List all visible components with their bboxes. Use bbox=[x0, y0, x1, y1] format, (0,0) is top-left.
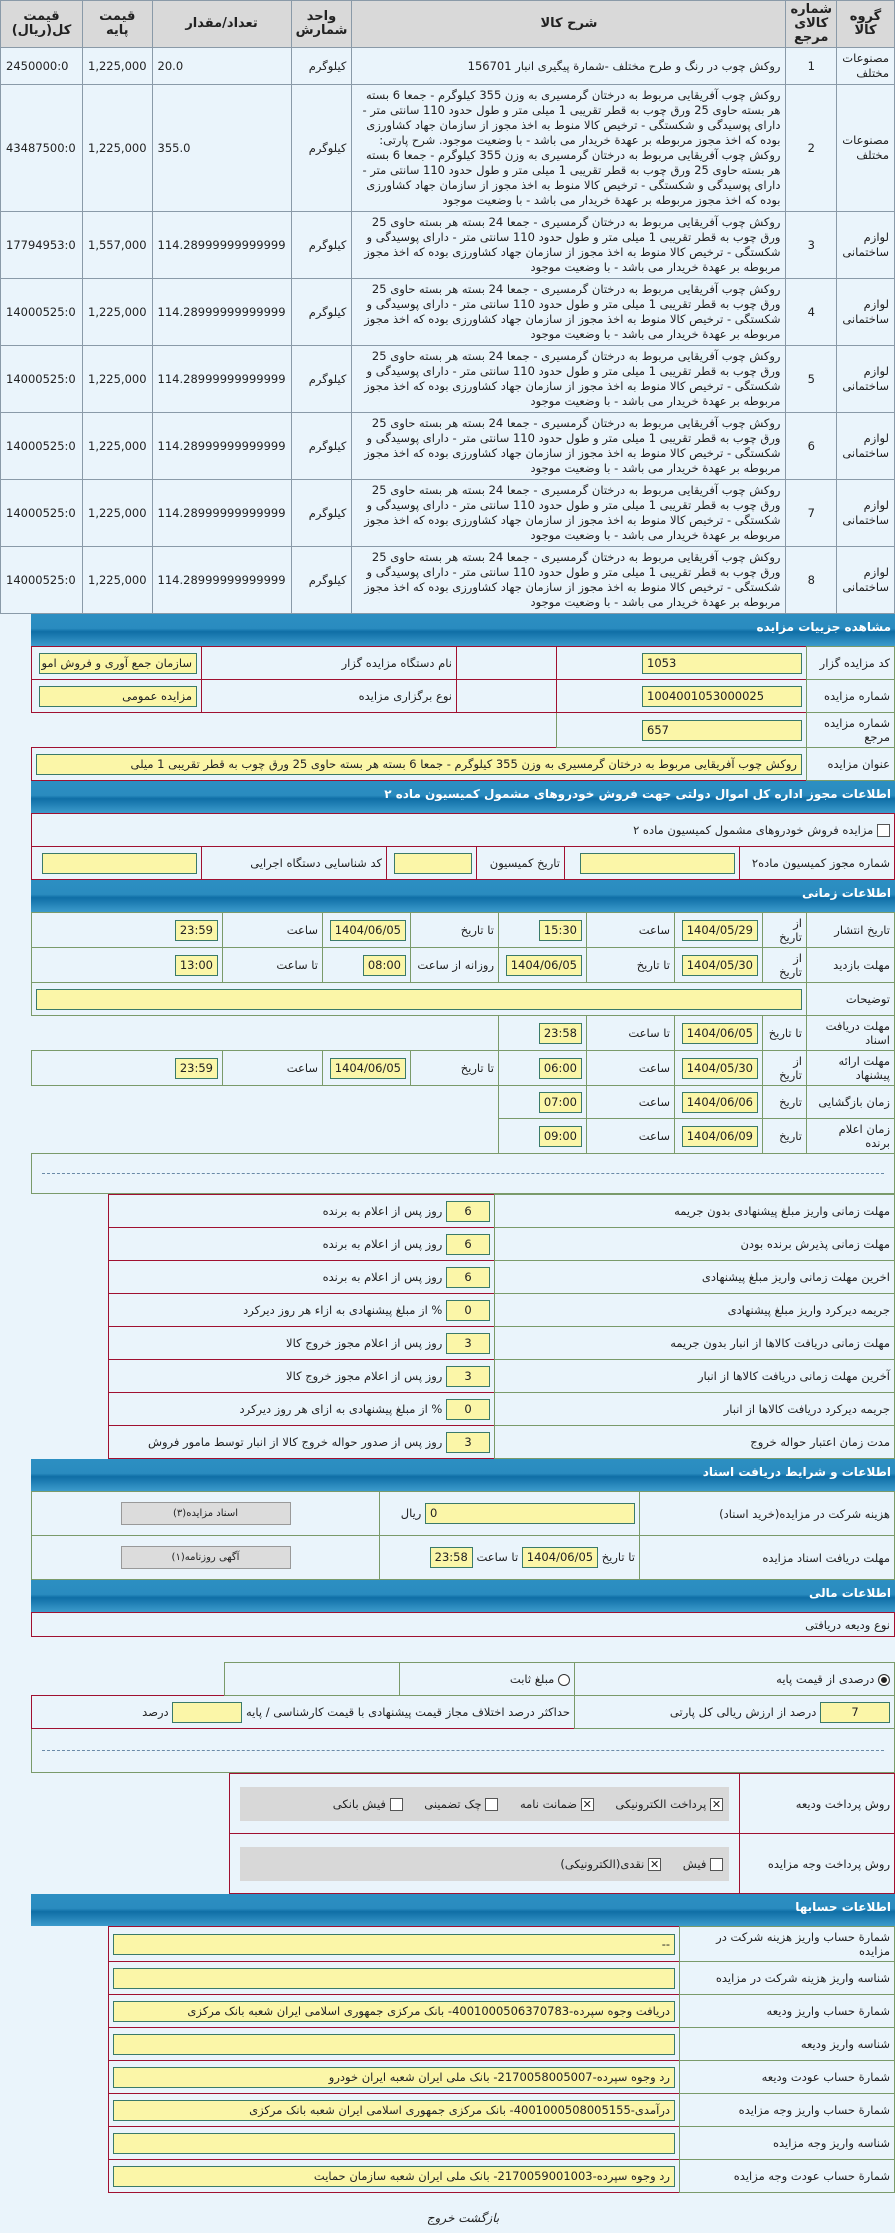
deposit-method-label: روش پرداخت ودیعه bbox=[740, 1774, 895, 1834]
account-row bbox=[109, 1995, 895, 2028]
account-row bbox=[109, 2061, 895, 2094]
fee-label: هزینه شرکت در مزایده(خرید اسناد) bbox=[640, 1492, 895, 1536]
item-qty: 355.0 bbox=[152, 85, 291, 212]
method-option[interactable] bbox=[421, 1797, 499, 1811]
term-value-field[interactable]: 3 bbox=[446, 1333, 490, 1354]
offer-label: مهلت ارائه پیشنهاد bbox=[807, 1051, 895, 1086]
account-label: شمارة حساب واریز هزینه شرکت در مزایده bbox=[680, 1927, 895, 1962]
term-value-field[interactable]: 3 bbox=[446, 1432, 490, 1453]
term-label: مهلت زمانی پذیرش برنده بودن bbox=[495, 1228, 895, 1261]
item-base-price: 1,225,000 bbox=[83, 279, 153, 346]
term-row bbox=[109, 1327, 895, 1360]
account-label: شناسه واریز هزینه شرکت در مزایده bbox=[680, 1962, 895, 1995]
col-unit: واحد شمارش bbox=[291, 1, 352, 48]
offer-from-field[interactable]: 1404/05/30 bbox=[682, 1058, 758, 1079]
doc-deadline-time-field[interactable]: 23:58 bbox=[539, 1023, 582, 1044]
section-header-accounts: اطلاعات حسابها bbox=[31, 1894, 895, 1926]
item-qty: 114.28999999999999 bbox=[152, 279, 291, 346]
subject-label: عنوان مزایده bbox=[807, 748, 895, 781]
offer-from-time-field[interactable]: 06:00 bbox=[539, 1058, 582, 1079]
item-ref: 3 bbox=[786, 212, 837, 279]
item-base-price: 1,225,000 bbox=[83, 413, 153, 480]
from-date-label: از تاریخ bbox=[763, 913, 807, 948]
method-label: چک تضمینی bbox=[424, 1796, 482, 1811]
term-suffix: روز پس از صدور حواله خروج کالا از انبار توسط مامور فروش bbox=[147, 1434, 443, 1449]
item-total-price: 14000525:0 bbox=[1, 279, 83, 346]
offer-to-field[interactable]: 1404/06/05 bbox=[330, 1058, 406, 1079]
method-option[interactable] bbox=[560, 1857, 661, 1871]
doc-deadline-date-field[interactable]: 1404/06/05 bbox=[522, 1547, 598, 1568]
commission-date-field[interactable] bbox=[394, 853, 472, 874]
term-row bbox=[109, 1261, 895, 1294]
winner-date-field[interactable]: 1404/06/09 bbox=[682, 1126, 758, 1147]
deposit-methods-group bbox=[240, 1787, 729, 1821]
account-row bbox=[109, 2094, 895, 2127]
account-value-field[interactable]: -- bbox=[113, 1934, 675, 1955]
table-row bbox=[1, 279, 895, 346]
to-time-label: تا ساعت bbox=[587, 1016, 675, 1051]
table-row bbox=[1, 413, 895, 480]
account-value-field[interactable] bbox=[113, 2133, 675, 2154]
org-name-field[interactable]: سازمان جمع آوری و فروش امو bbox=[39, 653, 197, 674]
account-value-field[interactable]: درآمدی-4001000508005155- بانک مرکزی جمهوری اسلامی ایران شعبه بانک مرکزی bbox=[113, 2100, 675, 2121]
account-row bbox=[109, 1927, 895, 1962]
date-label: تاریخ bbox=[763, 1086, 807, 1119]
max-diff-field[interactable] bbox=[172, 1702, 242, 1723]
to-date-label: تا تاریخ bbox=[601, 1550, 635, 1564]
winner-time-field[interactable]: 09:00 bbox=[539, 1126, 582, 1147]
item-ref: 5 bbox=[786, 346, 837, 413]
exec-id-label: کد شناسایی دستگاه اجرایی bbox=[202, 847, 387, 880]
term-label: مهلت زمانی دریافت کالاها از انبار بدون جریمه bbox=[495, 1327, 895, 1360]
auctioneer-code-field[interactable]: 1053 bbox=[642, 653, 802, 674]
item-ref: 1 bbox=[786, 48, 837, 85]
account-row bbox=[109, 2028, 895, 2061]
term-value-field[interactable]: 0 bbox=[446, 1300, 490, 1321]
item-total-price: 14000525:0 bbox=[1, 480, 83, 547]
term-label: جریمه دیرکرد دریافت کالاها از انبار bbox=[495, 1393, 895, 1426]
auction-type-label: نوع برگزاری مزایده bbox=[202, 680, 457, 713]
publish-to-time-field[interactable]: 23:59 bbox=[175, 920, 218, 941]
auction-type-field[interactable]: مزایده عمومی bbox=[39, 686, 197, 707]
item-qty: 20.0 bbox=[152, 48, 291, 85]
account-value-field[interactable]: رد وجوه سپرده-2170058005007- بانک ملی ایران شعبه ایران خودرو bbox=[113, 2067, 675, 2088]
publish-label: تاریخ انتشار bbox=[807, 913, 895, 948]
publish-from-time-field[interactable]: 15:30 bbox=[539, 920, 582, 941]
checkbox-icon[interactable]: ✕ bbox=[582, 1797, 592, 1811]
account-value-field[interactable] bbox=[113, 1968, 675, 1989]
item-total-price: 43487500:0 bbox=[1, 85, 83, 212]
item-qty: 114.28999999999999 bbox=[152, 547, 291, 614]
item-unit: کیلوگرم bbox=[291, 547, 352, 614]
term-suffix: روز پس از اعلام به برنده bbox=[322, 1269, 443, 1284]
term-value-field[interactable]: 6 bbox=[446, 1267, 490, 1288]
method-label: پرداخت الکترونیکی bbox=[615, 1796, 707, 1811]
opening-label: زمان بازگشایی bbox=[807, 1086, 895, 1119]
opening-date-field[interactable]: 1404/06/06 bbox=[682, 1092, 758, 1113]
auctioneer-code-label: کد مزایده گزار bbox=[807, 647, 895, 680]
item-base-price: 1,225,000 bbox=[83, 346, 153, 413]
term-value-field[interactable]: 6 bbox=[446, 1234, 490, 1255]
divider bbox=[42, 1750, 884, 1751]
item-qty: 114.28999999999999 bbox=[152, 346, 291, 413]
section-header-timing: اطلاعات زمانی bbox=[31, 880, 895, 912]
col-base-price: قیمت پایه bbox=[83, 1, 153, 48]
term-label: آخرین مهلت زمانی دریافت کالاها از انبار bbox=[495, 1360, 895, 1393]
commission-checkbox[interactable] bbox=[877, 824, 890, 837]
item-unit: کیلوگرم bbox=[291, 48, 352, 85]
org-name-label: نام دستگاه مزایده گزار bbox=[202, 647, 457, 680]
from-date-label: از تاریخ bbox=[763, 1051, 807, 1086]
item-total-price: 2450000:0 bbox=[1, 48, 83, 85]
method-option[interactable] bbox=[333, 1797, 403, 1811]
item-base-price: 1,225,000 bbox=[83, 48, 153, 85]
table-row bbox=[1, 547, 895, 614]
winner-label: زمان اعلام برنده bbox=[807, 1119, 895, 1154]
item-desc: روکش چوب آفریقایی مربوط به درختان گرمسیری - جمعا 24 بسته هر بسته حاوی 25 ورق چوب به قطر تقریبی 1 میلی متر و طول حدود 110 سانتی متر - دارای پوسیدگی و شکستگی - ترخیص کالا منوط به اخذ مجوز از سازمان جهاد کشاورزی بوده که اخذ مجوز مربوطه بر عهدة خریدار می باشد - با وضعیت موجود bbox=[352, 212, 786, 279]
to-date-label: تا تاریخ bbox=[411, 1051, 499, 1086]
item-qty: 114.28999999999999 bbox=[152, 480, 291, 547]
item-desc: روکش چوب آفریقایی مربوط به درختان گرمسیری - جمعا 24 بسته هر بسته حاوی 25 ورق چوب به قطر تقریبی 1 میلی متر و طول حدود 110 سانتی متر - دارای پوسیدگی و شکستگی - ترخیص کالا منوط به اخذ مجوز از سازمان جهاد کشاورزی بوده که اخذ مجوز مربوطه بر عهدة خریدار می باشد - با وضعیت موجود bbox=[352, 279, 786, 346]
account-label: شمارة حساب عودت وجه مزایده bbox=[680, 2160, 895, 2193]
commission-checkbox-label: مزایده فروش خودروهای مشمول کمیسیون ماده ۲ bbox=[633, 823, 874, 837]
checkbox-icon[interactable]: ✕ bbox=[649, 1857, 660, 1871]
table-row bbox=[1, 48, 895, 85]
item-base-price: 1,557,000 bbox=[83, 212, 153, 279]
section-header-documents: اطلاعات و شرایط دریافت اسناد bbox=[31, 1459, 895, 1491]
term-row bbox=[109, 1393, 895, 1426]
item-unit: کیلوگرم bbox=[291, 85, 352, 212]
to-date-label: تا تاریخ bbox=[587, 948, 675, 983]
to-date-label: تا تاریخ bbox=[763, 1016, 807, 1051]
section-header-permit: اطلاعات مجوز اداره کل اموال دولتی جهت فروش خودروهای مشمول کمیسیون ماده ۲ bbox=[31, 781, 895, 813]
terms-table bbox=[108, 1194, 895, 1459]
to-time-label: تا ساعت bbox=[476, 1550, 519, 1564]
item-desc: روکش چوب آفریقایی مربوط به درختان گرمسیری - جمعا 24 بسته هر بسته حاوی 25 ورق چوب به قطر تقریبی 1 میلی متر و طول حدود 110 سانتی متر - دارای پوسیدگی و شکستگی - ترخیص کالا منوط به اخذ مجوز از سازمان جهاد کشاورزی بوده که اخذ مجوز مربوطه بر عهدة خریدار می باشد - با وضعیت موجود bbox=[352, 346, 786, 413]
newspaper-ad-button[interactable]: آگهی روزنامه(۱) bbox=[121, 1546, 291, 1569]
term-suffix: روز پس از اعلام مجوز خروج کالا bbox=[286, 1368, 443, 1383]
account-label: شناسه واریز وجه مزایده bbox=[680, 2127, 895, 2160]
method-label: نقدی(الکترونیکی) bbox=[560, 1856, 645, 1871]
doc-deadline-label: مهلت دریافت اسناد مزایده bbox=[640, 1536, 895, 1580]
term-suffix: روز پس از اعلام مجوز خروج کالا bbox=[286, 1335, 443, 1350]
account-value-field[interactable]: رد وجوه سپرده-2170059001003- بانک ملی ایران شعبه سازمان حمایت bbox=[113, 2166, 675, 2187]
item-group: مصنوعات مختلف bbox=[837, 85, 895, 212]
item-unit: کیلوگرم bbox=[291, 480, 352, 547]
from-date-label: از تاریخ bbox=[763, 948, 807, 983]
doc-deadline-date-field[interactable]: 1404/06/05 bbox=[682, 1023, 758, 1044]
account-value-field[interactable] bbox=[113, 2034, 675, 2055]
items-table bbox=[0, 0, 895, 614]
item-group: لوازم ساختمانی bbox=[837, 413, 895, 480]
notes-field[interactable] bbox=[36, 989, 802, 1010]
visit-to-field[interactable]: 1404/06/05 bbox=[506, 955, 582, 976]
col-group: گروه کالا bbox=[837, 1, 895, 48]
deposit-percent-field[interactable]: 7 bbox=[820, 1702, 890, 1723]
publish-to-field[interactable]: 1404/06/05 bbox=[330, 920, 406, 941]
account-label: شمارة حساب واریز ودیعه bbox=[680, 1995, 895, 2028]
item-ref: 4 bbox=[786, 279, 837, 346]
col-total-price: قیمت کل(ریال) bbox=[1, 1, 83, 48]
checkbox-icon[interactable]: ✕ bbox=[711, 1797, 722, 1811]
checkbox-icon[interactable] bbox=[710, 1858, 723, 1871]
term-row bbox=[109, 1360, 895, 1393]
item-unit: کیلوگرم bbox=[291, 279, 352, 346]
section-header-details: مشاهده جزییات مزایده bbox=[31, 614, 895, 646]
time-label: ساعت bbox=[587, 1086, 675, 1119]
term-suffix: % از مبلغ پیشنهادی به ازای هر روز دیرکرد bbox=[239, 1401, 443, 1416]
ref-number-label: شماره مزایده مرجع bbox=[807, 713, 895, 748]
max-diff-label: حداکثر درصد اختلاف مجاز قیمت پیشنهادی با قیمت کارشناسی / پایه bbox=[245, 1704, 570, 1719]
item-group: لوازم ساختمانی bbox=[837, 480, 895, 547]
item-base-price: 1,225,000 bbox=[83, 547, 153, 614]
divider bbox=[42, 1173, 884, 1174]
term-value-field[interactable]: 3 bbox=[446, 1366, 490, 1387]
visit-label: مهلت بازدید bbox=[807, 948, 895, 983]
method-label: فیش bbox=[682, 1856, 707, 1871]
term-row bbox=[109, 1294, 895, 1327]
checkbox-icon[interactable] bbox=[485, 1798, 498, 1811]
item-desc: روکش چوب در رنگ و طرح مختلف -شمارة پیگیری انبار 156701 bbox=[352, 48, 786, 85]
account-label: شناسه واریز ودیعه bbox=[680, 2028, 895, 2061]
item-total-price: 14000525:0 bbox=[1, 346, 83, 413]
term-suffix: روز پس از اعلام به برنده bbox=[322, 1236, 443, 1251]
method-option[interactable] bbox=[612, 1797, 723, 1811]
time-label: ساعت bbox=[223, 913, 323, 948]
back-exit-link[interactable]: بازگشت خروج bbox=[426, 2211, 500, 2225]
account-row bbox=[109, 1962, 895, 1995]
item-base-price: 1,225,000 bbox=[83, 85, 153, 212]
radio-percent-of-base[interactable] bbox=[878, 1674, 890, 1686]
fee-field[interactable]: 0 bbox=[425, 1503, 635, 1524]
exec-id-field[interactable] bbox=[42, 853, 197, 874]
item-desc: روکش چوب آفریقایی مربوط به درختان گرمسیری - جمعا 24 بسته هر بسته حاوی 25 ورق چوب به قطر تقریبی 1 میلی متر و طول حدود 110 سانتی متر - دارای پوسیدگی و شکستگی - ترخیص کالا منوط به اخذ مجوز از سازمان جهاد کشاورزی بوده که اخذ مجوز مربوطه بر عهدة خریدار می باشد - با وضعیت موجود bbox=[352, 547, 786, 614]
item-desc: روکش چوب آفریقایی مربوط به درختان گرمسیری - جمعا 24 بسته هر بسته حاوی 25 ورق چوب به قطر تقریبی 1 میلی متر و طول حدود 110 سانتی متر - دارای پوسیدگی و شکستگی - ترخیص کالا منوط به اخذ مجوز از سازمان جهاد کشاورزی بوده که اخذ مجوز مربوطه بر عهدة خریدار می باشد - با وضعیت موجود bbox=[352, 480, 786, 547]
item-group: مصنوعات مختلف bbox=[837, 48, 895, 85]
to-time-label: تا ساعت bbox=[223, 948, 323, 983]
account-row bbox=[109, 2160, 895, 2193]
term-value-field[interactable]: 0 bbox=[446, 1399, 490, 1420]
deposit-type-label: نوع ودیعه دریافتی bbox=[32, 1613, 895, 1637]
term-suffix: روز پس از اعلام به برنده bbox=[322, 1203, 443, 1218]
account-label: شمارة حساب عودت ودیعه bbox=[680, 2061, 895, 2094]
item-group: لوازم ساختمانی bbox=[837, 346, 895, 413]
visit-daily-from-field[interactable]: 08:00 bbox=[363, 955, 406, 976]
item-unit: کیلوگرم bbox=[291, 413, 352, 480]
table-row bbox=[1, 480, 895, 547]
item-total-price: 14000525:0 bbox=[1, 413, 83, 480]
col-desc: شرح کالا bbox=[352, 1, 786, 48]
col-qty: تعداد/مقدار bbox=[152, 1, 291, 48]
item-total-price: 17794953:0 bbox=[1, 212, 83, 279]
item-desc: روکش چوب آفریقایی مربوط به درختان گرمسیری - جمعا 24 بسته هر بسته حاوی 25 ورق چوب به قطر تقریبی 1 میلی متر و طول حدود 110 سانتی متر - دارای پوسیدگی و شکستگی - ترخیص کالا منوط به اخذ مجوز از سازمان جهاد کشاورزی بوده که اخذ مجوز مربوطه بر عهدة خریدار می باشد - با وضعیت موجود bbox=[352, 413, 786, 480]
timing-table bbox=[31, 912, 895, 1194]
auction-number-field[interactable]: 1004001053000025 bbox=[642, 686, 802, 707]
notes-label: توضیحات bbox=[807, 983, 895, 1016]
currency-label: ریال bbox=[400, 1506, 422, 1520]
deposit-percent-suffix: درصد از ارزش ریالی کل پارتی bbox=[669, 1704, 817, 1719]
to-date-label: تا تاریخ bbox=[411, 913, 499, 948]
item-ref: 2 bbox=[786, 85, 837, 212]
time-label: ساعت bbox=[587, 1051, 675, 1086]
section-header-financial: اطلاعات مالی bbox=[31, 1580, 895, 1612]
term-label: جریمه دیرکرد واریز مبلغ پیشنهادی bbox=[495, 1294, 895, 1327]
item-unit: کیلوگرم bbox=[291, 346, 352, 413]
method-label: فیش بانکی bbox=[332, 1796, 386, 1811]
daily-from-label: روزانه از ساعت bbox=[411, 948, 499, 983]
visit-from-field[interactable]: 1404/05/30 bbox=[682, 955, 758, 976]
term-suffix: % از مبلغ پیشنهادی به ازاء هر روز دیرکرد bbox=[243, 1302, 443, 1317]
term-row bbox=[109, 1426, 895, 1459]
term-row bbox=[109, 1228, 895, 1261]
payment-method-label: روش پرداخت وجه مزایده bbox=[740, 1834, 895, 1894]
auction-number-label: شماره مزایده bbox=[807, 680, 895, 713]
permit-number-field[interactable] bbox=[580, 853, 735, 874]
account-label: شمارة حساب واریز وجه مزایده bbox=[680, 2094, 895, 2127]
table-row bbox=[1, 85, 895, 212]
auction-documents-button[interactable]: اسناد مزایده(۳) bbox=[121, 1502, 291, 1525]
term-label: اخرین مهلت زمانی واریز مبلغ پیشنهادی bbox=[495, 1261, 895, 1294]
item-qty: 114.28999999999999 bbox=[152, 413, 291, 480]
account-value-field[interactable]: دریافت وجوه سپرده-4001000506370783- بانک مرکزی جمهوری اسلامی ایران شعبه بانک مرکزی bbox=[113, 2001, 675, 2022]
method-option[interactable] bbox=[679, 1857, 723, 1871]
term-label: مدت زمان اعتبار حواله خروج bbox=[495, 1426, 895, 1459]
offer-to-time-field[interactable]: 23:59 bbox=[175, 1058, 218, 1079]
opening-time-field[interactable]: 07:00 bbox=[539, 1092, 582, 1113]
item-group: لوازم ساختمانی bbox=[837, 212, 895, 279]
subject-field[interactable]: روکش چوب آفریقایی مربوط به درختان گرمسیری به وزن 355 کیلوگرم - جمعا 6 بسته هر بسته حاوی 25 ورق چوب به قطر تقریبی 1 میلی bbox=[36, 754, 802, 775]
item-ref: 7 bbox=[786, 480, 837, 547]
method-option[interactable] bbox=[516, 1797, 593, 1811]
item-qty: 114.28999999999999 bbox=[152, 212, 291, 279]
date-label: تاریخ bbox=[763, 1119, 807, 1154]
radio-fixed-amount[interactable] bbox=[558, 1674, 570, 1686]
item-desc: روکش چوب آفریقایی مربوط به درختان گرمسیری به وزن 355 کیلوگرم - جمعا 6 بسته هر بسته حاوی 25 ورق چوب به قطر تقریبی 1 میلی متر و طول حدود 110 سانتی متر - دارای پوسیدگی و شکستگی - ترخیص کالا منوط به اخذ مجوز از سازمان جهاد کشاورزی بوده که اخذ مجوز مربوطه بر عهدة خریدار می باشد - با وضعیت موجود. شرح پارتی: روکش چوب آفریقایی مربوط به درختان گرمسیری به وزن 355 کیلوگرم - جمعا 6 بسته هر بسته حاوی 25 ورق چوب به قطر تقریبی 1 میلی متر و طول حدود 110 سانتی متر - دارای پوسیدگی و شکستگی - ترخیص کالا منوط به اخذ مجوز از سازمان جهاد کشاورزی بوده که اخذ مجوز مربوطه بر عهدة خریدار می باشد - با وضعیت موجود bbox=[352, 85, 786, 212]
checkbox-icon[interactable] bbox=[390, 1798, 403, 1811]
item-base-price: 1,225,000 bbox=[83, 480, 153, 547]
time-label: ساعت bbox=[587, 913, 675, 948]
time-label: ساعت bbox=[587, 1119, 675, 1154]
item-ref: 6 bbox=[786, 413, 837, 480]
radio-percent-label: درصدی از قیمت پایه bbox=[776, 1672, 875, 1686]
term-row bbox=[109, 1195, 895, 1228]
accounts-table bbox=[108, 1926, 895, 2193]
visit-daily-to-field[interactable]: 13:00 bbox=[175, 955, 218, 976]
table-row bbox=[1, 212, 895, 279]
payment-methods-group bbox=[240, 1847, 729, 1881]
term-label: مهلت زمانی واریز مبلغ پیشنهادی بدون جریمه bbox=[495, 1195, 895, 1228]
auction-details-panel bbox=[31, 614, 895, 2233]
item-ref: 8 bbox=[786, 547, 837, 614]
item-total-price: 14000525:0 bbox=[1, 547, 83, 614]
items-header-row bbox=[1, 1, 895, 48]
max-diff-suffix: درصد bbox=[142, 1704, 169, 1719]
item-group: لوازم ساختمانی bbox=[837, 547, 895, 614]
item-group: لوازم ساختمانی bbox=[837, 279, 895, 346]
publish-from-field[interactable]: 1404/05/29 bbox=[682, 920, 758, 941]
time-label: ساعت bbox=[223, 1051, 323, 1086]
term-value-field[interactable]: 6 bbox=[446, 1201, 490, 1222]
method-label: ضمانت نامه bbox=[519, 1796, 578, 1811]
commission-date-label: تاریخ کمیسیون bbox=[477, 847, 565, 880]
permit-number-label: شماره مجوز کمیسیون ماده۲ bbox=[740, 847, 895, 880]
ref-number-field[interactable]: 657 bbox=[642, 720, 802, 741]
col-ref: شماره کالای مرجع bbox=[786, 1, 837, 48]
table-row bbox=[1, 346, 895, 413]
doc-deadline-label: مهلت دریافت اسناد bbox=[807, 1016, 895, 1051]
doc-deadline-time-field[interactable]: 23:58 bbox=[430, 1547, 473, 1568]
radio-fixed-label: مبلغ ثابت bbox=[509, 1672, 555, 1686]
item-unit: کیلوگرم bbox=[291, 212, 352, 279]
